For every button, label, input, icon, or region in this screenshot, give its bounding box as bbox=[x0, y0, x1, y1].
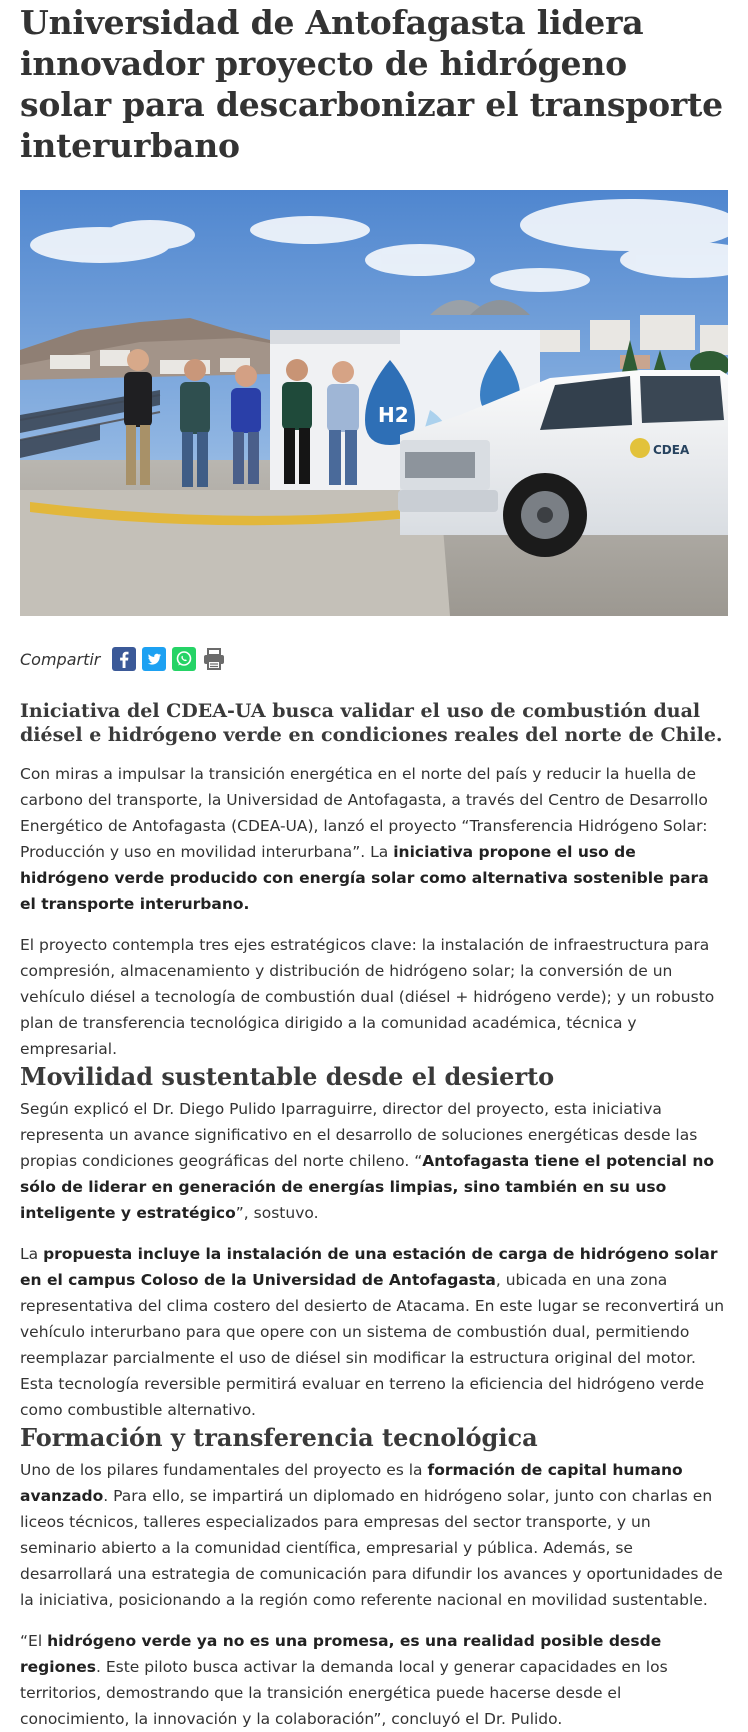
share-label: Compartir bbox=[20, 649, 101, 669]
paragraph-intro: Con miras a impulsar la transición energética en el norte del país y reducir la huella de carbono del transporte, la Universidad de Antofagasta, a través del Centro de Desarrollo Energético de Antofagasta (CDEA-UA), lanzó el proyecto “Transferencia Hidrógeno Solar: Producción y uso en movilidad interurbana”. La iniciativa propone el uso de hidrógeno verde producido con energía solar como alternativa sostenible para el transporte interurbano. bbox=[20, 765, 709, 913]
section-heading-movilidad: Movilidad sustentable desde el desierto bbox=[20, 1062, 555, 1091]
article-lead: Iniciativa del CDEA-UA busca validar el uso de combustión dual diésel e hidrógeno verde en condiciones reales del norte de Chile. bbox=[20, 700, 723, 746]
paragraph-closing-quote: “El hidrógeno verde ya no es una promesa, es una realidad posible desde regiones. Este piloto busca activar la demanda local y generar capacidades en los territorios, demostrando que la transición energética puede hacerse desde el conocimiento, la innovación y la colaboración”, concluyó el Dr. Pulido. bbox=[20, 1632, 668, 1728]
facebook-icon[interactable] bbox=[112, 647, 136, 671]
paragraph-training: Uno de los pilares fundamentales del proyecto es la formación de capital humano avanzado. Para ello, se impartirá un diplomado en hidrógeno solar, junto con charlas en liceos técnicos, talleres especializados para empresas del sector transporte, y un seminario abierto a la comunidad científica, empresarial y pública. Además, se desarrollará una estrategia de comunicación para difundir los avances y oportunidades de la iniciativa, posicionando a la región como referente nacional en movilidad sustentable. bbox=[20, 1461, 723, 1609]
whatsapp-icon[interactable] bbox=[172, 647, 196, 671]
article-title: Universidad de Antofagasta lidera innovador proyecto de hidrógeno solar para descarbonizar el transporte interurbano bbox=[20, 3, 723, 165]
print-icon[interactable] bbox=[202, 647, 226, 671]
station-h2-logo: H2 bbox=[378, 403, 409, 427]
section-heading-formacion: Formación y transferencia tecnológica bbox=[20, 1423, 538, 1452]
paragraph-axes: El proyecto contempla tres ejes estratégicos clave: la instalación de infraestructura para compresión, almacenamiento y distribución de hidrógeno solar; la conversión de un vehículo diésel a tecnología de combustión dual (diésel + hidrógeno verde); y un robusto plan de transferencia tecnológica dirigido a la comunidad académica, técnica y empresarial. bbox=[20, 936, 715, 1058]
paragraph-director-quote: Según explicó el Dr. Diego Pulido Iparraguirre, director del proyecto, esta iniciativa representa un avance significativo en el desarrollo de soluciones energéticas desde las propias condiciones geográficas del norte chileno. “Antofagasta tiene el potencial no sólo de liderar en generación de energías limpias, sino también en su uso inteligente y estratégico”, sostuvo. bbox=[20, 1100, 715, 1222]
share-bar bbox=[20, 646, 728, 672]
twitter-icon[interactable] bbox=[142, 647, 166, 671]
hero-image bbox=[20, 190, 728, 616]
truck-cdea-logo: CDEA bbox=[653, 443, 690, 457]
paragraph-station-proposal: La propuesta incluye la instalación de una estación de carga de hidrógeno solar en el campus Coloso de la Universidad de Antofagasta, ubicada en una zona representativa del clima costero del desierto de Atacama. En este lugar se reconvertirá un vehículo interurbano para que opere con un sistema de combustión dual, permitiendo reemplazar parcialmente el uso de diésel sin modificar la estructura original del motor. Esta tecnología reversible permitirá evaluar en terreno la eficiencia del hidrógeno verde como combustible alternativo. bbox=[20, 1245, 725, 1419]
